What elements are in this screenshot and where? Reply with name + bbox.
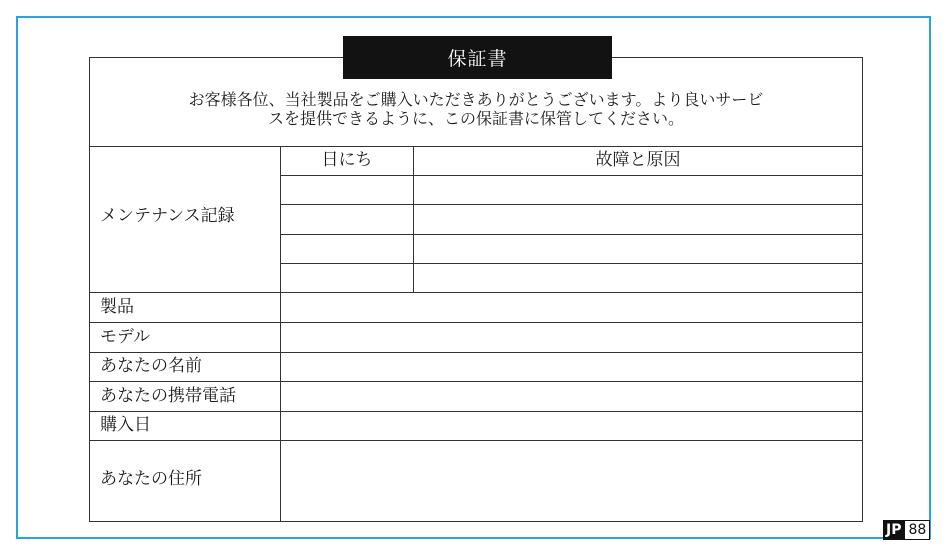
page-number: 88 (904, 520, 930, 540)
document-title: 保証書 (343, 36, 612, 79)
field-value-name[interactable] (281, 353, 862, 381)
maintenance-label: メンテナンス記録 (100, 206, 235, 226)
intro-line-2: スを提供できるように、この保証書に保管してください。 (267, 109, 684, 128)
intro-line-1: お客様各位、当社製品をご購入いただきありがとうございます。より良いサービ (188, 90, 764, 109)
intro-text (90, 90, 862, 128)
language-code: JP (883, 520, 904, 540)
maintenance-fault-cell-1[interactable] (414, 176, 862, 204)
maintenance-fault-cell-4[interactable] (414, 264, 862, 292)
field-value-address[interactable] (281, 441, 862, 521)
field-value-purchase-date[interactable] (281, 412, 862, 440)
maintenance-date-cell-3[interactable] (281, 235, 413, 263)
field-value-product[interactable] (281, 293, 862, 322)
maintenance-date-cell-1[interactable] (281, 176, 413, 204)
maintenance-fault-cell-3[interactable] (414, 235, 862, 263)
field-label-address: あなたの住所 (100, 469, 202, 489)
field-value-phone[interactable] (281, 382, 862, 411)
field-label-name: あなたの名前 (100, 356, 202, 376)
field-label-purchase-date: 購入日 (100, 415, 151, 435)
field-label-model: モデル (100, 327, 151, 347)
field-label-product: 製品 (100, 297, 134, 317)
column-header-fault: 故障と原因 (595, 150, 681, 170)
warranty-form (89, 57, 863, 522)
maintenance-fault-cell-2[interactable] (414, 205, 862, 233)
maintenance-date-cell-4[interactable] (281, 264, 413, 292)
field-label-phone: あなたの携帯電話 (100, 386, 236, 406)
page-badge (883, 520, 930, 540)
field-value-model[interactable] (281, 323, 862, 352)
column-header-date: 日にち (321, 150, 373, 170)
maintenance-date-cell-2[interactable] (281, 205, 413, 233)
